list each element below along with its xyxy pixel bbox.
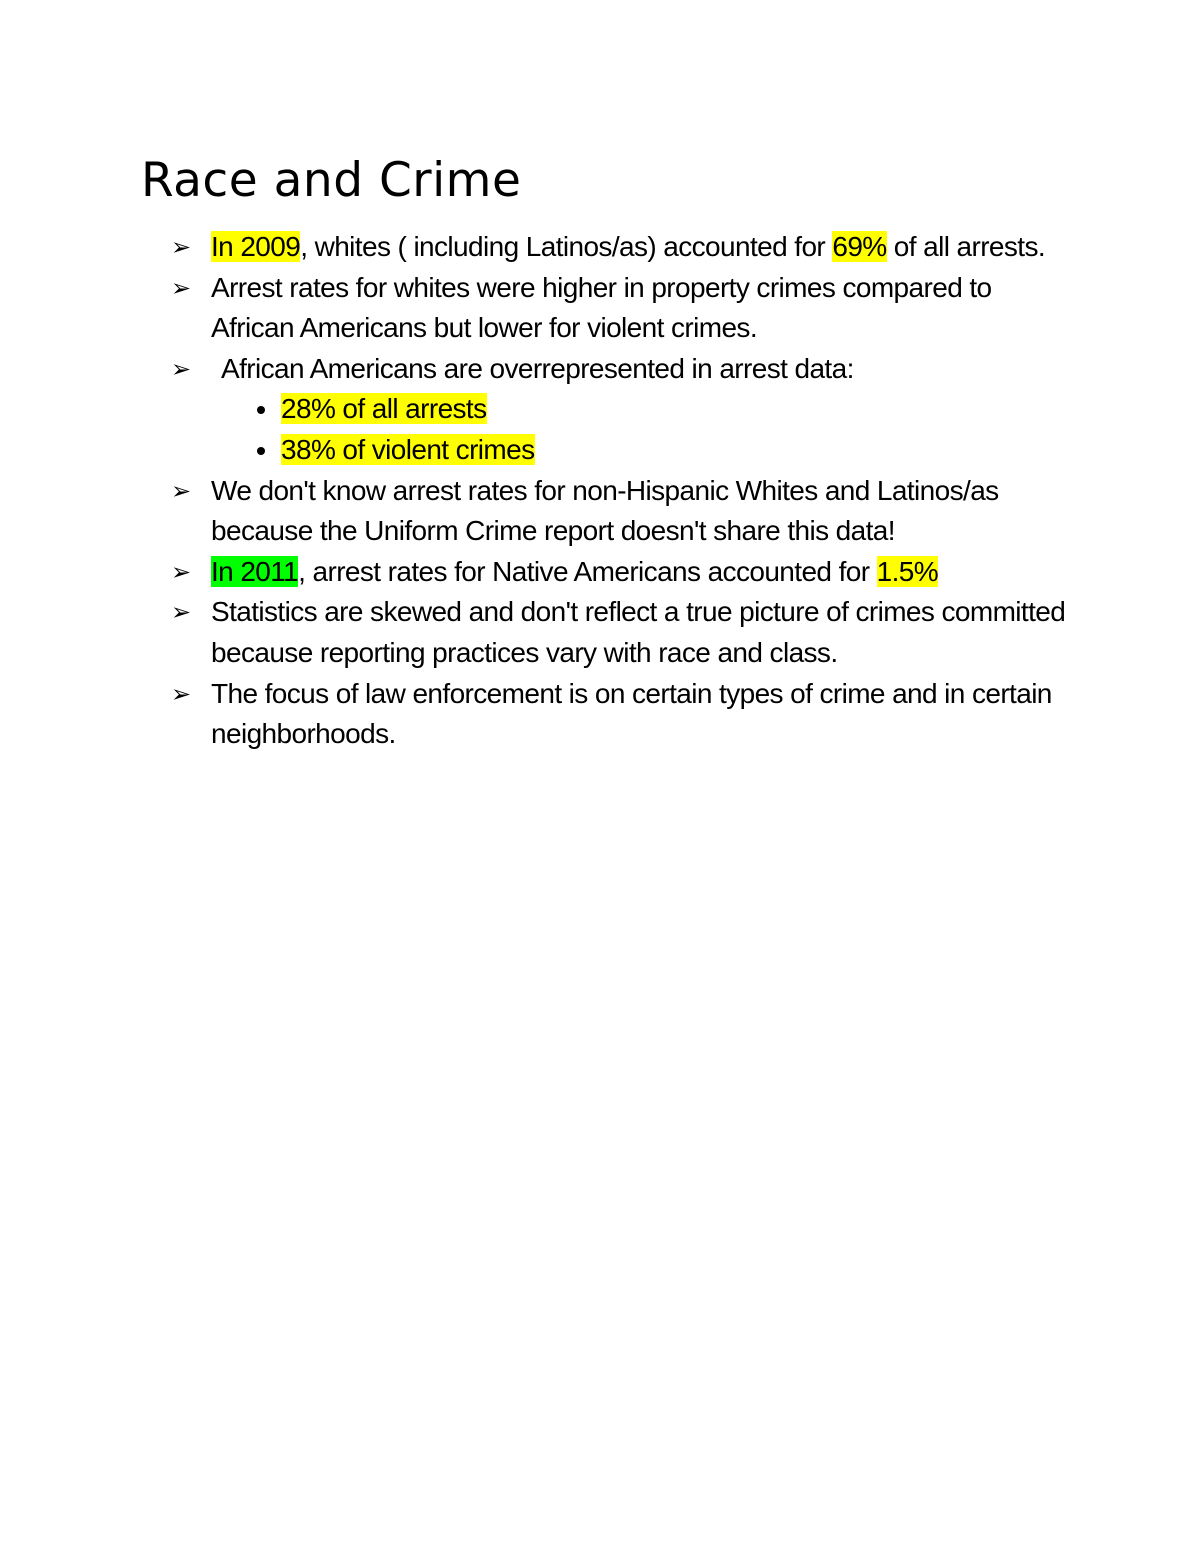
- bullet-text: of all arrests.: [886, 231, 1046, 262]
- bullet-item: [171, 674, 1071, 755]
- bullet-item: [171, 268, 1071, 349]
- bullet-text: , arrest rates for Native Americans accounted for: [298, 555, 877, 587]
- bullet-text: We don't know arrest rates for non-Hispanic Whites and Latinos/as because the Uniform Crime report doesn't share this data!: [211, 474, 999, 547]
- bullet-item: [171, 349, 1071, 471]
- bullet-list: [171, 227, 1071, 755]
- highlighted-year: In 2009: [211, 231, 301, 262]
- arrow-bullet-icon: ➢: [171, 273, 191, 302]
- arrow-bullet-icon: ➢: [171, 476, 191, 505]
- arrow-bullet-icon: ➢: [171, 233, 191, 261]
- sub-bullet-item: [211, 389, 1071, 430]
- arrow-bullet-icon: ➢: [171, 679, 191, 708]
- bullet-text: Arrest rates for whites were higher in property crimes compared to African Americans but lower for violent crimes.: [211, 271, 992, 344]
- dot-bullet-icon: [257, 447, 265, 455]
- bullet-item: [171, 592, 1071, 673]
- highlighted-percent: 69%: [832, 231, 887, 262]
- sub-bullet-list: [211, 389, 1071, 470]
- bullet-text: African Americans are overrepresented in arrest data:: [221, 352, 854, 384]
- arrow-bullet-icon: ➢: [171, 354, 191, 383]
- arrow-bullet-icon: ➢: [171, 598, 191, 627]
- page-title: Race and Crime: [141, 153, 522, 208]
- highlighted-year: In 2011: [211, 555, 299, 587]
- bullet-item: [171, 552, 1071, 593]
- highlighted-statistic: 38% of violent crimes: [281, 433, 535, 465]
- highlighted-percent: 1.5%: [876, 555, 939, 587]
- bullet-text: , whites ( including Latinos/as) accounted for: [300, 231, 833, 262]
- bullet-item: [171, 227, 1071, 268]
- highlighted-statistic: 28% of all arrests: [281, 393, 487, 425]
- bullet-item: [171, 471, 1071, 552]
- bullet-text: The focus of law enforcement is on certain types of crime and in certain neighborhoods.: [211, 677, 1052, 750]
- dot-bullet-icon: [257, 406, 265, 414]
- sub-bullet-item: [211, 430, 1071, 471]
- bullet-text: Statistics are skewed and don't reflect a true picture of crimes committed because reporting practices vary with race and class.: [211, 596, 1066, 668]
- arrow-bullet-icon: ➢: [171, 557, 191, 586]
